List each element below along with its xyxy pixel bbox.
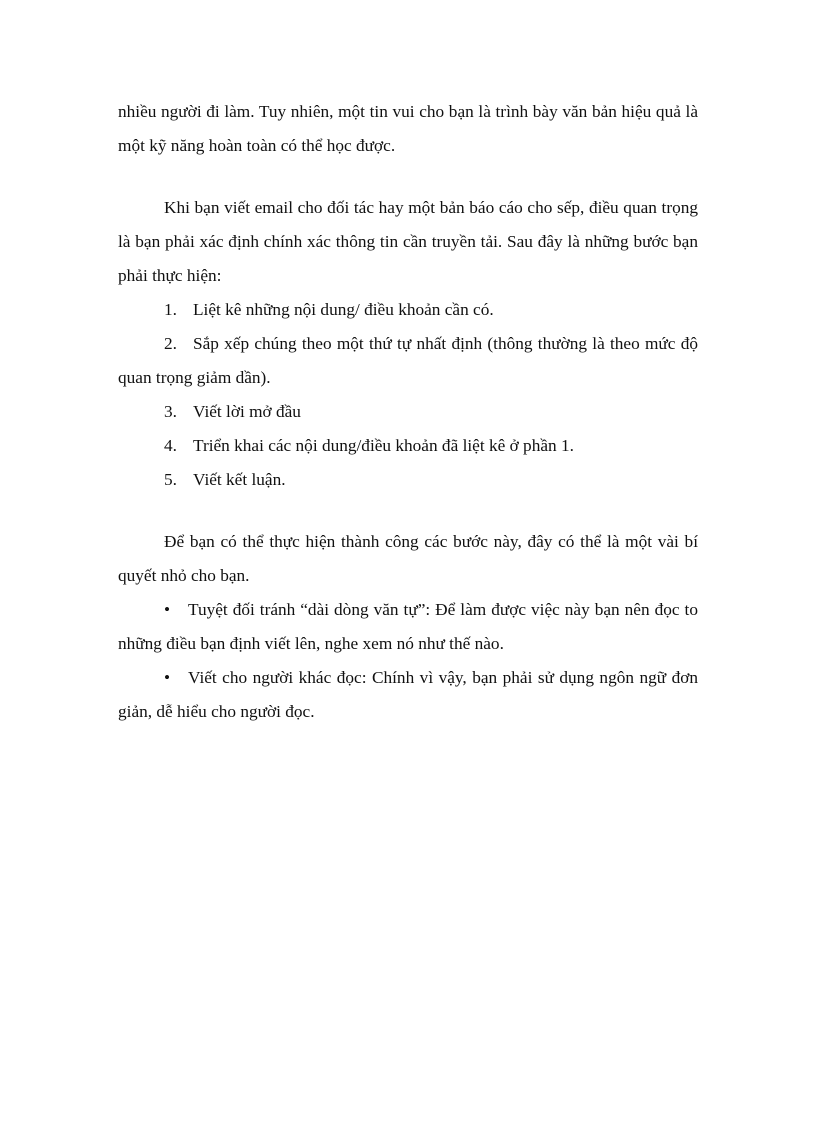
document-body (118, 95, 698, 729)
paragraph-intro-continued: nhiều người đi làm. Tuy nhiên, một tin vui cho bạn là trình bày văn bản hiệu quả là một kỹ năng hoàn toàn có thể học được. (118, 102, 698, 155)
list-item-text: Liệt kê những nội dung/ điều khoản cần có. (193, 300, 494, 319)
list-marker: 3. (164, 402, 177, 421)
bullet-item-tip-2 (118, 661, 698, 729)
paragraph-steps-intro: Khi bạn viết email cho đối tác hay một bản báo cáo cho sếp, điều quan trọng là bạn phải xác định chính xác thông tin cần truyền tải. Sau đây là những bước bạn phải thực hiện: (118, 198, 698, 285)
list-marker: 1. (164, 300, 177, 319)
list-item-step-1 (118, 293, 698, 327)
list-item-text: Viết kết luận. (193, 470, 286, 489)
bullet-item-tip-1 (118, 593, 698, 661)
list-marker: 4. (164, 436, 177, 455)
paragraph-tips-intro: Để bạn có thể thực hiện thành công các bước này, đây có thể là một vài bí quyết nhỏ cho bạn. (118, 532, 698, 585)
bullet-item-text: Viết cho người khác đọc: Chính vì vậy, bạn phải sử dụng ngôn ngữ đơn giản, dễ hiểu cho người đọc. (118, 668, 698, 721)
list-item-text: Triển khai các nội dung/điều khoản đã liệt kê ở phần 1. (193, 436, 574, 455)
bullet-marker: • (164, 600, 171, 619)
list-item-text: Viết lời mở đầu (193, 402, 301, 421)
list-item-step-2 (118, 327, 698, 395)
list-item-text: Sắp xếp chúng theo một thứ tự nhất định (thông thường là theo mức độ quan trọng giảm dần). (118, 334, 698, 387)
list-marker: 2. (164, 334, 177, 353)
list-item-step-3 (118, 395, 698, 429)
list-item-step-5 (118, 463, 698, 497)
list-marker: 5. (164, 470, 177, 489)
bullet-marker: • (164, 668, 171, 687)
list-item-step-4 (118, 429, 698, 463)
bullet-item-text: Tuyệt đối tránh “dài dòng văn tự”: Để làm được việc này bạn nên đọc to những điều bạn định viết lên, nghe xem nó như thế nào. (118, 600, 698, 653)
